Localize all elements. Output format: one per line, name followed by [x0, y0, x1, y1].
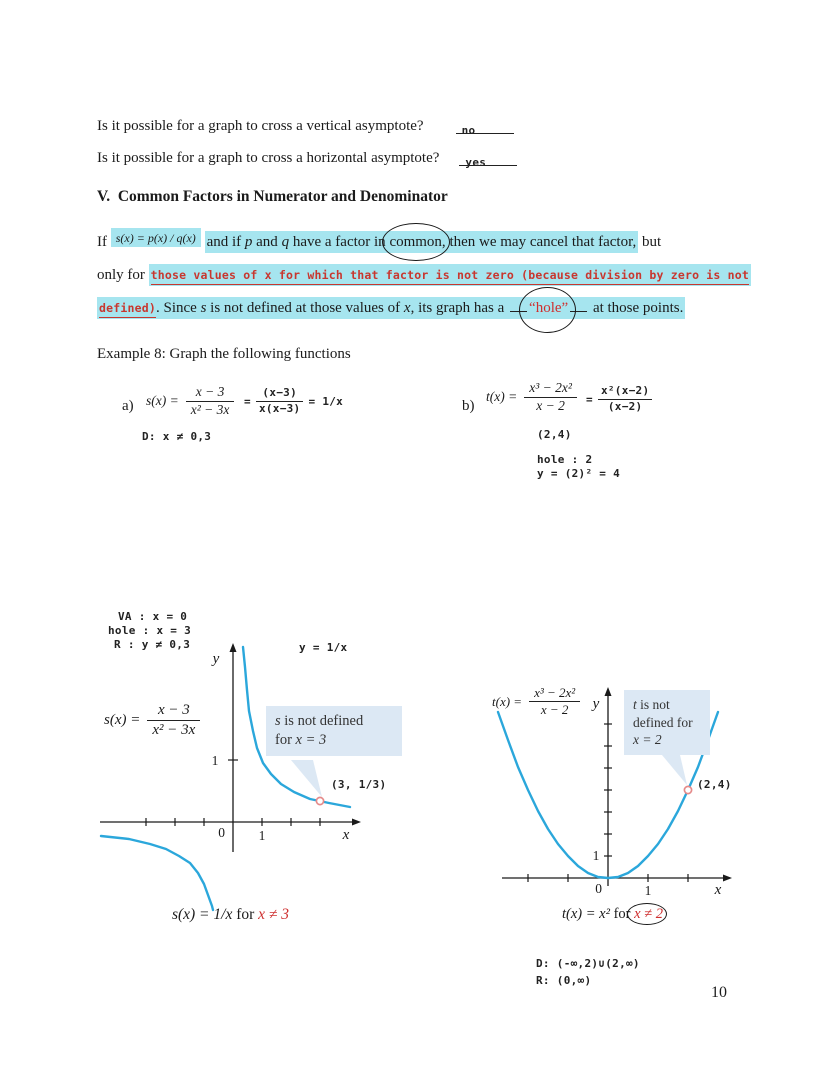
part-a-domain-note: D: x ≠ 0,3 [142, 430, 212, 443]
x-tick-label: 1 [644, 883, 652, 898]
y-axis-arrow [605, 687, 612, 696]
annotation-va: VA : x = 0 [118, 610, 188, 623]
right-graph-domain-range-notes [536, 955, 640, 989]
answer-blank [459, 150, 517, 169]
fraction: $\frac{\text{x³ − 2x²}}{x - 2}$ [529, 686, 580, 718]
paragraph-text: but [642, 234, 662, 250]
blank-segment [510, 299, 527, 312]
right-callout: t is not defined for x = 2 [624, 690, 710, 755]
annotation-range: R : y ≠ 0,3 [114, 638, 191, 651]
handwritten-red-text: those values of x for which that factor is not zero (because division by zero is not [151, 268, 749, 285]
common-factors-paragraph [97, 226, 797, 325]
y-axis-label: y [592, 696, 600, 712]
left-graph-caption: s(x) = 1/x for x ≠ 3 [171, 906, 290, 923]
circle-annotation-common: common, [389, 226, 445, 259]
hand-fraction: $\frac{(x-3)}{x(x-3)}$ [256, 387, 304, 415]
part-a-formula: s(x) = $\frac{x - 3}{\text{x² − 3x}}$ [146, 385, 234, 418]
blank-segment [570, 299, 587, 312]
part-b-calc-note: y = (2)² = 4 [537, 467, 621, 480]
curve-branch-q3 [101, 836, 213, 910]
part-b-hole-note: hole : 2 [537, 453, 593, 466]
right-graph-formula: t(x) = $\frac{\text{x³ − 2x²}}{x - 2}$ [492, 686, 580, 718]
question-text: Is it possible for a graph to cross a horizontal asymptote? [97, 150, 440, 166]
part-a-label: a) [122, 398, 134, 414]
example-heading: Example 8: Graph the following functions [97, 346, 351, 362]
x-tick-label: 1 [258, 828, 266, 843]
part-b-label: b) [462, 398, 475, 414]
fraction: $\frac{x - 3}{\text{x² − 3x}}$ [147, 702, 200, 738]
question-horizontal-asymptote [97, 150, 517, 167]
x-axis-label: x [714, 882, 722, 898]
section-heading: V. Common Factors in Numerator and Denominator [97, 188, 448, 205]
hole-coordinates-note: (2,4) [697, 778, 732, 791]
handwritten-red-text: defined) [99, 301, 156, 318]
part-b-point-note: (2,4) [537, 428, 572, 441]
y-axis-label: y [212, 651, 220, 667]
answer-blank [456, 118, 514, 137]
highlighted-text [149, 264, 751, 286]
fraction: $\frac{\text{x³ − 2x²}}{x - 2}$ [524, 381, 577, 414]
circle-annotation-hole: “hole” [529, 292, 568, 325]
left-graph-formula: s(x) = $\frac{x - 3}{\text{x² − 3x}}$ [104, 702, 200, 738]
x-axis-arrow [352, 819, 361, 826]
curve-equation-note: y = 1/x [299, 641, 348, 654]
y-axis-arrow [230, 643, 237, 652]
hole-marker [684, 786, 691, 793]
highlighted-text: and if p and q have a factor in common, then we may cancel that factor, [205, 231, 639, 253]
question-text: Is it possible for a graph to cross a vertical asymptote? [97, 118, 424, 134]
paragraph-line-2 [97, 259, 797, 292]
x-axis-arrow [723, 875, 732, 882]
part-b-formula: t(x) = $\frac{\text{x³ − 2x²}}{x - 2}$ [486, 381, 577, 414]
inline-formula: s(x) = p(x) / q(x) [111, 228, 201, 247]
callout-pointer [662, 755, 687, 785]
hand-fraction: $\frac{\text{x²(x−2)}}{(x-2)}$ [598, 385, 652, 413]
page-number: 10 [711, 984, 727, 1001]
hole-marker [316, 797, 323, 804]
paragraph-line-3 [97, 292, 797, 325]
part-a-handwritten-work: = $\frac{(x-3)}{x(x-3)}$ = 1/x [244, 386, 344, 415]
question-vertical-asymptote [97, 118, 514, 135]
x-axis-label: x [342, 827, 350, 843]
part-b-handwritten-work: = $\frac{\text{x²(x−2)}}{(x-2)}$ [586, 385, 652, 413]
origin-label: 0 [595, 881, 602, 896]
y-tick-label: 1 [592, 848, 600, 863]
origin-label: 0 [218, 825, 225, 840]
paragraph-text: only for [97, 267, 145, 283]
annotation-hole: hole : x = 3 [108, 624, 192, 637]
fraction: $\frac{x - 3}{\text{x² − 3x}}$ [186, 385, 235, 418]
right-graph-caption: t(x) = x² for x ≠ 2 [561, 906, 664, 922]
paragraph-line-1 [97, 226, 797, 259]
left-callout: s is not defined for x = 3 [266, 706, 402, 756]
range-note: R: (0,∞) [536, 974, 592, 987]
hole-coordinates-note: (3, 1/3) [331, 778, 387, 791]
paragraph-text: If [97, 234, 107, 250]
handwritten-answer: yes [465, 156, 487, 169]
y-tick-label: 1 [211, 753, 219, 768]
circle-annotation-x-ne-2: x ≠ 2 [634, 906, 664, 922]
highlighted-text: defined). Since s is not defined at those values of x, its graph has a “hole” at those points. [97, 297, 685, 319]
handwritten-answer: no [461, 124, 476, 137]
domain-note: D: (-∞,2)∪(2,∞) [536, 957, 640, 970]
